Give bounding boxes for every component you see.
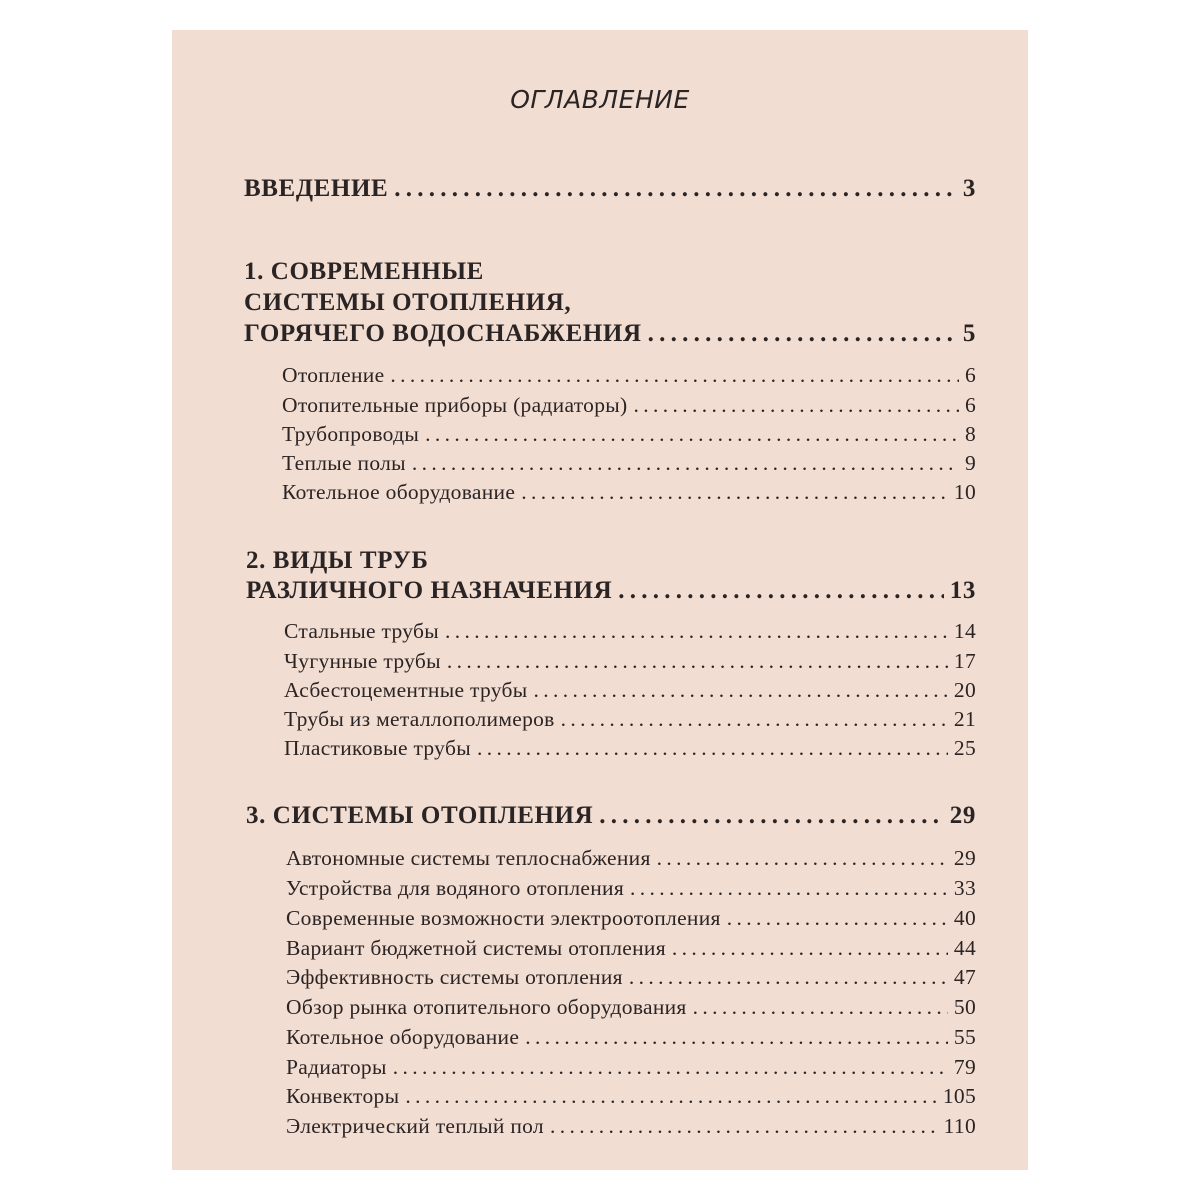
dot-leader [550,1114,938,1139]
toc-entry-subsection[interactable] [286,1114,976,1139]
toc-entry-subsection[interactable] [282,422,976,447]
toc-entry-label: ГОРЯЧЕГО ВОДОСНАБЖЕНИЯ [244,320,642,347]
dot-leader [618,577,944,605]
toc-page-number: 33 [953,876,976,900]
toc-page-number: 25 [953,736,976,760]
toc-entry-label: Устройства для водяного отопления [286,876,625,900]
dot-leader [525,1025,948,1050]
toc-entry-subsection[interactable] [286,876,976,901]
toc-entry-label: Трубы из металлополимеров [284,707,555,731]
dot-leader [633,393,958,418]
toc-entry-label: Асбестоцементные трубы [284,678,528,702]
toc-page-number: 17 [953,649,976,673]
toc-entry-subsection[interactable] [284,649,976,674]
toc-page-number: 9 [964,451,976,475]
toc-page-number: 110 [943,1114,976,1138]
toc-entry-label: Трубопроводы [282,422,420,446]
toc-entry-subsection[interactable] [282,451,976,476]
toc-entry-subsection[interactable] [286,995,976,1020]
toc-page-number: 14 [953,619,976,643]
dot-leader [390,363,959,388]
toc-title: ОГЛАВЛЕНИЕ [510,85,690,114]
toc-entry-label: Пластиковые трубы [284,736,471,760]
toc-entry-label: Котельное оборудование [282,480,516,504]
dot-leader [393,1055,948,1080]
toc-entry-label: Конвекторы [286,1084,400,1108]
toc-page-number: 6 [964,393,976,417]
toc-entry-label: Эффективность системы отопления [286,965,623,989]
toc-page-number: 47 [953,965,976,989]
dot-leader [394,175,957,203]
toc-page-number: 8 [964,422,976,446]
dot-leader [405,1084,937,1109]
toc-entry-chapter-2[interactable] [246,577,976,605]
chapter-heading-line: 1. СОВРЕМЕННЫЕ [244,258,484,285]
toc-entry-subsection[interactable] [286,965,976,990]
toc-entry-label: Вариант бюджетной системы отопления [286,936,666,960]
dot-leader [657,846,948,871]
toc-entry-label: РАЗЛИЧНОГО НАЗНАЧЕНИЯ [246,577,613,604]
toc-page [172,30,1028,1170]
toc-entry-intro[interactable] [244,175,976,203]
toc-entry-label: Обзор рынка отопительного оборудования [286,995,687,1019]
dot-leader [561,707,948,732]
dot-leader [629,965,948,990]
toc-entry-label: Чугунные трубы [284,649,441,673]
toc-page-number: 29 [953,846,976,870]
dot-leader [648,320,957,348]
toc-entry-subsection[interactable] [284,678,976,703]
toc-entry-subsection[interactable] [286,1084,976,1109]
toc-entry-label: Радиаторы [286,1055,387,1079]
toc-entry-subsection[interactable] [282,363,976,388]
toc-entry-subsection[interactable] [286,906,976,931]
toc-page-number: 5 [962,320,976,347]
toc-entry-label: Электрический теплый пол [286,1114,544,1138]
toc-entry-subsection[interactable] [284,736,976,761]
toc-entry-label: ВВЕДЕНИЕ [244,175,389,202]
dot-leader [445,619,948,644]
dot-leader [727,906,948,931]
dot-leader [599,802,944,830]
toc-entry-label: Отопительные приборы (радиаторы) [282,393,628,417]
toc-page-number: 13 [949,577,976,604]
dot-leader [412,451,959,476]
toc-entry-subsection[interactable] [282,480,976,505]
toc-entry-label: 3. СИСТЕМЫ ОТОПЛЕНИЯ [246,802,594,829]
toc-entry-chapter-1[interactable] [244,320,976,348]
toc-entry-subsection[interactable] [284,619,976,644]
dot-leader [533,678,947,703]
toc-page-number: 29 [949,802,976,829]
toc-entry-label: Отопление [282,363,385,387]
toc-page-number: 79 [953,1055,976,1079]
toc-page-number: 55 [953,1025,976,1049]
toc-page-number: 3 [962,175,976,202]
dot-leader [425,422,959,447]
toc-page-number: 40 [953,906,976,930]
dot-leader [630,876,948,901]
toc-entry-label: Современные возможности электроотопления [286,906,721,930]
toc-entry-label: Стальные трубы [284,619,440,643]
toc-entry-subsection[interactable] [286,846,976,871]
dot-leader [521,480,948,505]
toc-entry-subsection[interactable] [286,1055,976,1080]
dot-leader [447,649,948,674]
chapter-heading-line: СИСТЕМЫ ОТОПЛЕНИЯ, [244,289,572,316]
toc-entry-chapter-3[interactable] [246,802,976,830]
toc-entry-label: Автономные системы теплоснабжения [286,846,651,870]
toc-entry-label: Котельное оборудование [286,1025,520,1049]
toc-entry-subsection[interactable] [282,393,976,418]
dot-leader [693,995,948,1020]
toc-page-number: 105 [942,1084,976,1108]
toc-entry-subsection[interactable] [286,1025,976,1050]
toc-page-number: 50 [953,995,976,1019]
toc-page-number: 44 [953,936,976,960]
toc-page-number: 20 [953,678,976,702]
dot-leader [672,936,948,961]
toc-page-number: 10 [953,480,976,504]
toc-entry-subsection[interactable] [286,936,976,961]
dot-leader [477,736,948,761]
toc-page-number: 6 [964,363,976,387]
toc-entry-subsection[interactable] [284,707,976,732]
chapter-heading-line: 2. ВИДЫ ТРУБ [246,547,429,574]
toc-entry-label: Теплые полы [282,451,406,475]
toc-page-number: 21 [953,707,976,731]
